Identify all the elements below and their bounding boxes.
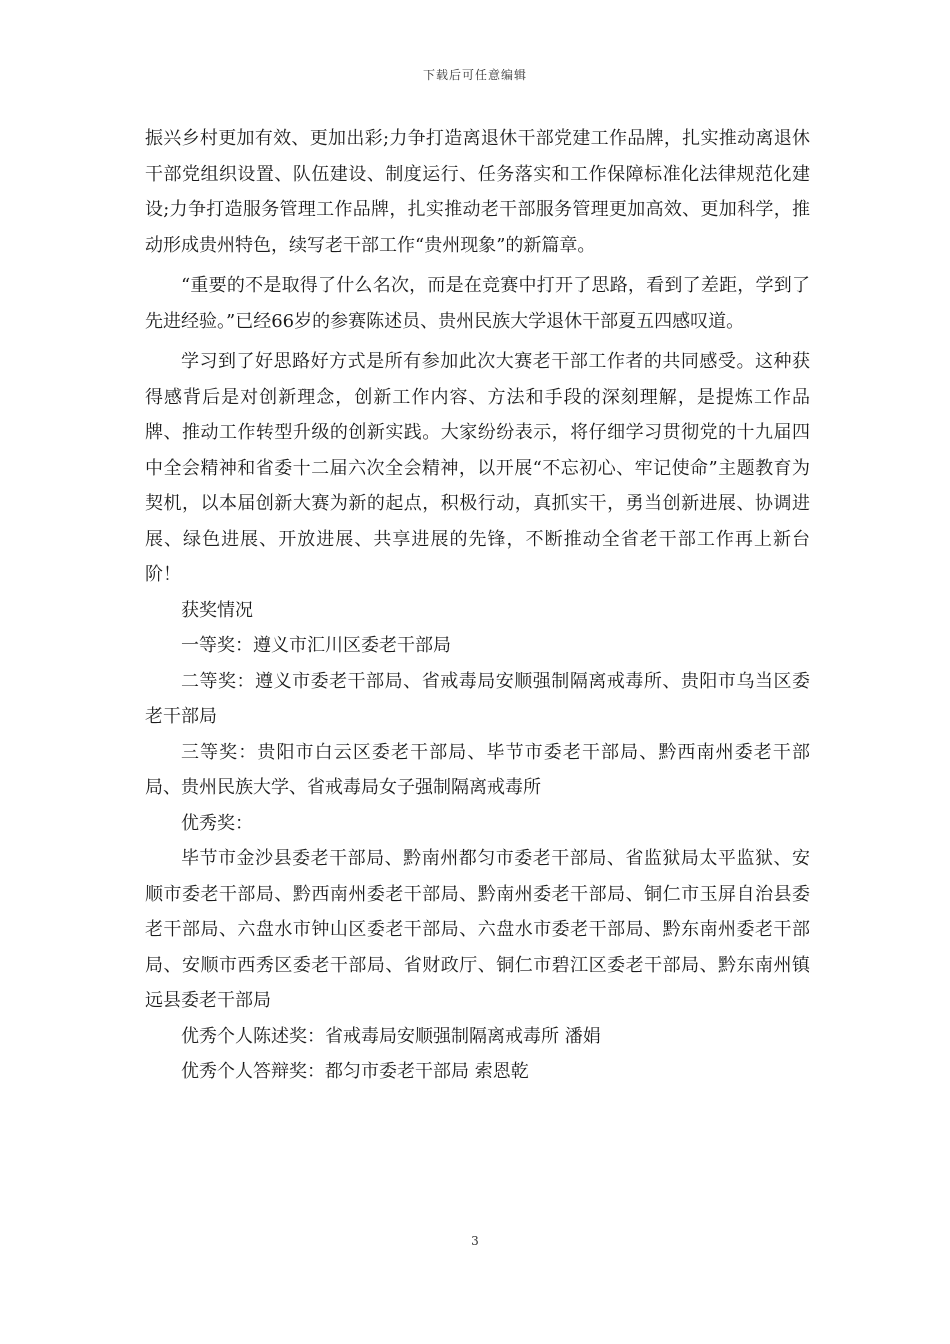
award-excellence-list: 毕节市金沙县委老干部局、黔南州都匀市委老干部局、省监狱局太平监狱、安顺市委老干部局、黔西南州委老干部局、黔南州委老干部局、铜仁市玉屏自治县委老干部局、六盘水市钟山区委老干部局、六盘水市委老干部局、黔东南州委老干部局、安顺市西秀区委老干部局、省财政厅、铜仁市碧江区委老干部局、黔东南州镇远县委老干部局	[145, 848, 810, 1011]
award-first-prize: 一等奖：遵义市汇川区委老干部局	[181, 635, 451, 656]
award-individual-defense: 优秀个人答辩奖：都匀市委老干部局 索恩乾	[181, 1061, 529, 1082]
paragraph-continuation: 振兴乡村更加有效、更加出彩;力争打造离退休干部党建工作品牌，扎实推动离退休干部党组织设置、队伍建设、制度运行、任务落实和工作保障标准化法律规范化建设;力争打造服务管理工作品牌，扎实推动老干部服务管理更加高效、更加科学，推动形成贵州特色，续写老干部工作“贵州现象”的新篇章。	[145, 128, 810, 256]
paragraph-quote: “重要的不是取得了什么名次，而是在竞赛中打开了思路，看到了差距，学到了先进经验。”已经66岁的参赛陈述员、贵州民族大学退休干部夏五四感叹道。	[145, 275, 810, 332]
award-excellence-label: 优秀奖：	[181, 812, 253, 834]
awards-heading: 获奖情况	[181, 599, 253, 621]
award-individual-statement: 优秀个人陈述奖：省戒毒局安顺强制隔离戒毒所 潘娟	[181, 1025, 601, 1047]
document-body	[145, 121, 810, 1090]
page-header-note: 下载后可任意编辑	[422, 68, 527, 82]
award-third-prize: 三等奖：贵阳市白云区委老干部局、毕节市委老干部局、黔西南州委老干部局、贵州民族大学、省戒毒局女子强制隔离戒毒所	[145, 741, 810, 798]
paragraph-summary: 学习到了好思路好方式是所有参加此次大赛老干部工作者的共同感受。这种获得感背后是对创新理念，创新工作内容、方法和手段的深刻理解，是提炼工作品牌、推动工作转型升级的创新实践。大家纷纷表示，将仔细学习贯彻党的十九届四中全会精神和省委十二届六次全会精神，以开展“不忘初心、牢记使命”主题教育为契机，以本届创新大赛为新的起点，积极行动，真抓实干，勇当创新进展、协调进展、绿色进展、开放进展、共享进展的先锋，不断推动全省老干部工作再上新台阶！	[145, 351, 810, 585]
award-second-prize: 二等奖：遵义市委老干部局、省戒毒局安顺强制隔离戒毒所、贵阳市乌当区委老干部局	[145, 670, 810, 727]
page-number: 3	[471, 1234, 479, 1248]
